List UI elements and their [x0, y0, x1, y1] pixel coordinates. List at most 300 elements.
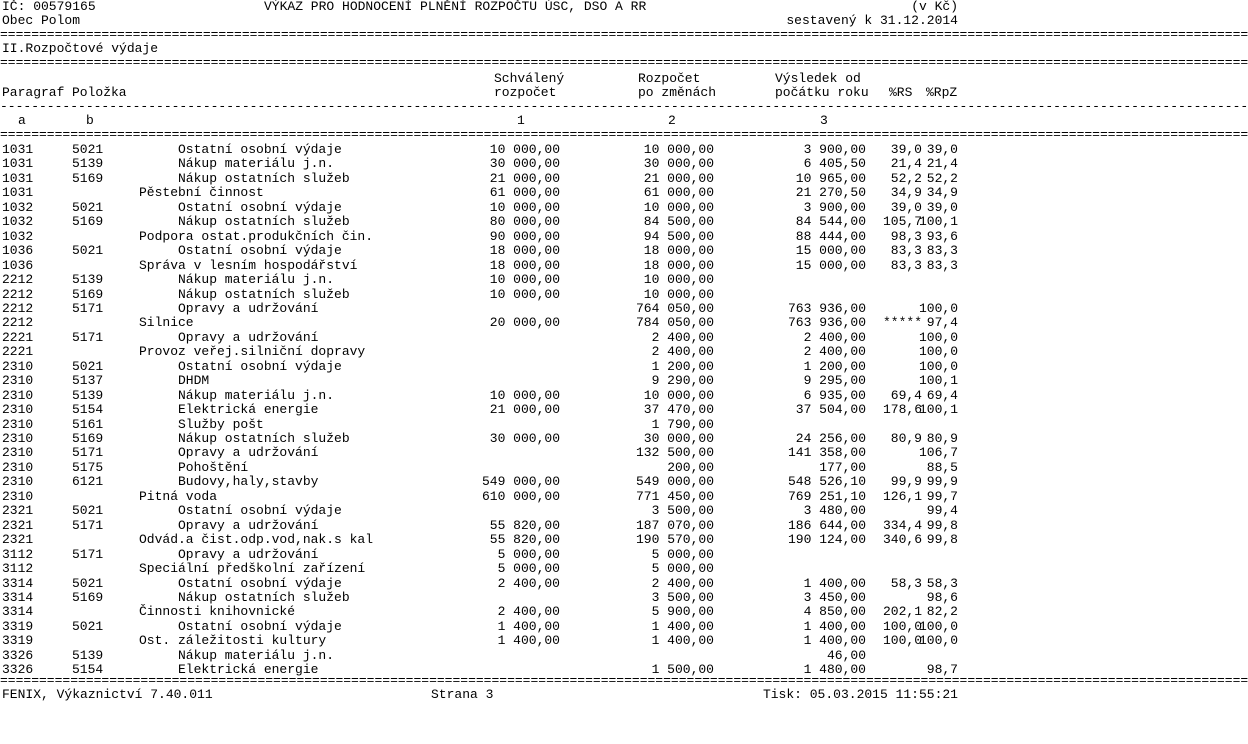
cell-rpz: 83,3 — [926, 243, 958, 258]
cell-sch: 549 000,00 — [481, 474, 560, 489]
cell-zm: 84 500,00 — [643, 214, 714, 229]
cell-par: 1032 — [2, 229, 34, 244]
cell-pol: 5169 — [72, 287, 104, 302]
cell-rs: 105,7 — [882, 214, 922, 229]
cell-pol: 5169 — [72, 214, 104, 229]
cell-zm: 1 790,00 — [651, 417, 714, 432]
cell-rs: 39,0 — [890, 200, 922, 215]
col-rpz: %RpZ — [926, 85, 958, 100]
separator-dash: ---------------------------------------------------------------------------------------------------------------------------------------------------------------- — [0, 99, 1248, 114]
cell-par: 2310 — [2, 489, 34, 504]
cell-par: 2310 — [2, 431, 34, 446]
cell-item-name: Nákup materiálu j.n. — [178, 648, 335, 663]
cell-par: 2321 — [2, 532, 34, 547]
cell-sch: 18 000,00 — [489, 258, 560, 273]
cell-zm: 3 500,00 — [651, 503, 714, 518]
cell-item-name: Ostatní osobní výdaje — [178, 243, 342, 258]
cell-zm: 3 500,00 — [651, 590, 714, 605]
table-row — [0, 374, 960, 388]
cell-item-name: Nákup ostatních služeb — [178, 171, 350, 186]
cell-rpz: 100,0 — [918, 633, 958, 648]
cell-par: 2212 — [2, 272, 34, 287]
cell-zm: 764 050,00 — [635, 301, 714, 316]
cell-par: 3112 — [2, 561, 34, 576]
cell-rs: 126,1 — [882, 489, 922, 504]
cell-zm: 549 000,00 — [635, 474, 714, 489]
cell-sch: 10 000,00 — [489, 142, 560, 157]
cell-vys: 88 444,00 — [795, 229, 866, 244]
cell-zm: 21 000,00 — [643, 171, 714, 186]
cell-zm: 5 000,00 — [651, 547, 714, 562]
cell-zm: 18 000,00 — [643, 243, 714, 258]
cell-rs: 80,9 — [890, 431, 922, 446]
cell-pol: 5139 — [72, 156, 104, 171]
cell-vys: 2 400,00 — [803, 330, 866, 345]
col-rs: %RS — [889, 85, 913, 100]
municipality: Obec Polom — [2, 13, 81, 28]
cell-sch: 10 000,00 — [489, 272, 560, 287]
cell-vys: 24 256,00 — [795, 431, 866, 446]
cell-rs: 202,1 — [882, 604, 922, 619]
cell-pol: 5154 — [72, 402, 104, 417]
cell-rpz: 99,4 — [926, 503, 958, 518]
cell-sch: 90 000,00 — [489, 229, 560, 244]
cell-par: 2310 — [2, 373, 34, 388]
table-row — [0, 403, 960, 417]
cell-pol: 5021 — [72, 243, 104, 258]
section-label: II.Rozpočtové výdaje — [2, 41, 159, 56]
col-rozpocet-top: Rozpočet — [638, 71, 701, 86]
cell-rs: 100,0 — [882, 619, 922, 634]
footer-software: FENIX, Výkaznictví 7.40.011 — [2, 687, 213, 702]
cell-rpz: 100,0 — [918, 344, 958, 359]
cell-sch: 1 400,00 — [497, 619, 560, 634]
cell-zm: 61 000,00 — [643, 185, 714, 200]
cell-vys: 3 480,00 — [803, 503, 866, 518]
cell-rpz: 100,0 — [918, 619, 958, 634]
table-row — [0, 273, 960, 287]
table-row — [0, 288, 960, 302]
cell-vys: 141 358,00 — [787, 445, 866, 460]
cell-par: 2321 — [2, 503, 34, 518]
cell-par: 2310 — [2, 359, 34, 374]
cell-sch: 1 400,00 — [497, 633, 560, 648]
cell-sch: 21 000,00 — [489, 171, 560, 186]
cell-vys: 6 935,00 — [803, 388, 866, 403]
table-row — [0, 432, 960, 446]
table-row — [0, 186, 960, 200]
cell-rs: 34,9 — [890, 185, 922, 200]
table-row — [0, 461, 960, 475]
cell-vys: 763 936,00 — [787, 315, 866, 330]
cell-vys: 763 936,00 — [787, 301, 866, 316]
cell-par: 3314 — [2, 576, 34, 591]
cell-pol: 5154 — [72, 662, 104, 677]
footer-page: Strana 3 — [431, 687, 494, 702]
table-row — [0, 331, 960, 345]
cell-pol: 5021 — [72, 142, 104, 157]
table-row — [0, 201, 960, 215]
cell-sch: 610 000,00 — [481, 489, 560, 504]
cell-rpz: 100,1 — [918, 402, 958, 417]
cell-zm: 1 400,00 — [651, 619, 714, 634]
cell-sch: 18 000,00 — [489, 243, 560, 258]
cell-vys: 9 295,00 — [803, 373, 866, 388]
cell-pol: 6121 — [72, 474, 104, 489]
cell-rs: 98,3 — [890, 229, 922, 244]
cell-rpz: 21,4 — [926, 156, 958, 171]
cell-vys: 3 900,00 — [803, 200, 866, 215]
cell-par: 2221 — [2, 344, 34, 359]
cell-par: 2310 — [2, 460, 34, 475]
cell-pol: 5139 — [72, 648, 104, 663]
cell-rs: 83,3 — [890, 243, 922, 258]
cell-pol: 5139 — [72, 272, 104, 287]
cell-zm: 10 000,00 — [643, 200, 714, 215]
table-row — [0, 302, 960, 316]
cell-par: 1032 — [2, 214, 34, 229]
cell-sch: 5 000,00 — [497, 561, 560, 576]
cell-zm: 30 000,00 — [643, 431, 714, 446]
table-row — [0, 533, 960, 547]
cell-par: 2212 — [2, 301, 34, 316]
ico: IČ: 00579165 — [2, 0, 96, 14]
cell-sch: 55 820,00 — [489, 518, 560, 533]
table-row — [0, 591, 960, 605]
cell-zm: 5 000,00 — [651, 561, 714, 576]
cell-item-name: Nákup materiálu j.n. — [178, 388, 335, 403]
cell-rpz: 52,2 — [926, 171, 958, 186]
cell-rs: 334,4 — [882, 518, 922, 533]
table-row — [0, 157, 960, 171]
cell-rs: ***** — [882, 315, 922, 330]
cell-par: 1031 — [2, 156, 34, 171]
cell-rs: 21,4 — [890, 156, 922, 171]
cell-item-name: Ostatní osobní výdaje — [178, 619, 342, 634]
table-row — [0, 143, 960, 157]
col-vysledek-bottom: počátku roku — [775, 85, 869, 100]
cell-vys: 46,00 — [826, 648, 866, 663]
cell-par: 2310 — [2, 402, 34, 417]
cell-vys: 15 000,00 — [795, 258, 866, 273]
cell-paragraph-subtotal-name: Provoz veřej.silniční dopravy — [139, 344, 366, 359]
cell-par: 2310 — [2, 445, 34, 460]
cell-item-name: Ostatní osobní výdaje — [178, 503, 342, 518]
cell-par: 1031 — [2, 142, 34, 157]
cell-rpz: 99,8 — [926, 532, 958, 547]
footer — [0, 688, 960, 702]
footer-printed: Tisk: 05.03.2015 11:55:21 — [762, 687, 958, 702]
cell-item-name: Služby pošt — [178, 417, 264, 432]
cell-sch: 55 820,00 — [489, 532, 560, 547]
cell-rpz: 88,5 — [926, 460, 958, 475]
cell-item-name: Nákup ostatních služeb — [178, 590, 350, 605]
cell-zm: 190 570,00 — [635, 532, 714, 547]
col-vysledek-top: Výsledek od — [775, 71, 861, 86]
cell-zm: 94 500,00 — [643, 229, 714, 244]
cell-rpz: 99,8 — [926, 518, 958, 533]
cell-rpz: 100,0 — [918, 330, 958, 345]
currency: (v Kč) — [911, 0, 958, 14]
cell-par: 1032 — [2, 200, 34, 215]
cell-item-name: Nákup ostatních služeb — [178, 287, 350, 302]
cell-pol: 5171 — [72, 330, 104, 345]
cell-paragraph-subtotal-name: Odvád.a čist.odp.vod,nak.s kal — [139, 532, 374, 547]
cell-vys: 4 850,00 — [803, 604, 866, 619]
cell-zm: 10 000,00 — [643, 272, 714, 287]
cell-rs: 52,2 — [890, 171, 922, 186]
cell-pol: 5171 — [72, 518, 104, 533]
cell-sch: 5 000,00 — [497, 547, 560, 562]
cell-paragraph-subtotal-name: Speciální předškolní zařízení — [139, 561, 366, 576]
cell-sch: 10 000,00 — [489, 388, 560, 403]
header-line-1 — [0, 0, 960, 14]
cell-zm: 1 200,00 — [651, 359, 714, 374]
cell-rpz: 83,3 — [926, 258, 958, 273]
cell-pol: 5171 — [72, 301, 104, 316]
cell-item-name: Ostatní osobní výdaje — [178, 142, 342, 157]
cell-item-name: Opravy a udržování — [178, 445, 319, 460]
separator-double: ================================================================================================================================================================ — [0, 27, 1248, 42]
col-rozpocet-bottom: po změnách — [638, 85, 717, 100]
cell-rs: 100,0 — [882, 633, 922, 648]
table-row — [0, 548, 960, 562]
cell-rpz: 34,9 — [926, 185, 958, 200]
table-row — [0, 389, 960, 403]
cell-zm: 784 050,00 — [635, 315, 714, 330]
cell-rpz: 99,7 — [926, 489, 958, 504]
table-row — [0, 172, 960, 186]
cell-vys: 37 504,00 — [795, 402, 866, 417]
cell-vys: 186 644,00 — [787, 518, 866, 533]
cell-rs: 83,3 — [890, 258, 922, 273]
cell-pol: 5171 — [72, 547, 104, 562]
cell-zm: 200,00 — [667, 460, 714, 475]
column-codes — [0, 114, 960, 128]
cell-paragraph-subtotal-name: Podpora ostat.produkčních čin. — [139, 229, 374, 244]
cell-pol: 5171 — [72, 445, 104, 460]
col-schvaleny-top: Schválený — [494, 71, 565, 86]
cell-rs: 99,9 — [890, 474, 922, 489]
cell-rpz: 106,7 — [918, 445, 958, 460]
separator-double: ================================================================================================================================================================ — [0, 673, 1248, 688]
cell-par: 2310 — [2, 388, 34, 403]
cell-par: 2321 — [2, 518, 34, 533]
cell-item-name: Opravy a udržování — [178, 330, 319, 345]
code-3: 3 — [820, 113, 828, 128]
cell-zm: 10 000,00 — [643, 388, 714, 403]
header-line-2 — [0, 14, 960, 28]
table-row — [0, 446, 960, 460]
table-row — [0, 230, 960, 244]
cell-zm: 2 400,00 — [651, 576, 714, 591]
table-row — [0, 634, 960, 648]
cell-sch: 10 000,00 — [489, 287, 560, 302]
table-row — [0, 418, 960, 432]
table-row — [0, 215, 960, 229]
cell-vys: 1 400,00 — [803, 633, 866, 648]
code-1: 1 — [517, 113, 525, 128]
cell-item-name: Elektrická energie — [178, 662, 319, 677]
cell-par: 3314 — [2, 590, 34, 605]
column-header-bottom — [0, 86, 960, 100]
cell-pol: 5021 — [72, 576, 104, 591]
cell-paragraph-subtotal-name: Správa v lesním hospodářství — [139, 258, 358, 273]
cell-pol: 5137 — [72, 373, 104, 388]
cell-item-name: Nákup materiálu j.n. — [178, 156, 335, 171]
compiled-date: sestavený k 31.12.2014 — [786, 13, 958, 28]
cell-sch: 2 400,00 — [497, 576, 560, 591]
cell-par: 2310 — [2, 474, 34, 489]
cell-sch: 30 000,00 — [489, 431, 560, 446]
cell-rs: 39,0 — [890, 142, 922, 157]
cell-sch: 20 000,00 — [489, 315, 560, 330]
cell-rpz: 100,1 — [918, 214, 958, 229]
cell-rpz: 98,7 — [926, 662, 958, 677]
cell-rs: 58,3 — [890, 576, 922, 591]
cell-vys: 190 124,00 — [787, 532, 866, 547]
cell-vys: 21 270,50 — [795, 185, 866, 200]
cell-rpz: 69,4 — [926, 388, 958, 403]
cell-paragraph-subtotal-name: Silnice — [139, 315, 194, 330]
cell-par: 3112 — [2, 547, 34, 562]
code-a: a — [18, 113, 26, 128]
table-row — [0, 504, 960, 518]
table-row — [0, 259, 960, 273]
cell-item-name: Opravy a udržování — [178, 518, 319, 533]
cell-par: 3326 — [2, 648, 34, 663]
col-schvaleny-bottom: rozpočet — [494, 85, 557, 100]
cell-rs: 69,4 — [890, 388, 922, 403]
cell-item-name: Nákup materiálu j.n. — [178, 272, 335, 287]
cell-vys: 1 400,00 — [803, 576, 866, 591]
separator-double: ================================================================================================================================================================ — [0, 55, 1248, 70]
column-header-top — [0, 72, 960, 86]
cell-sch: 2 400,00 — [497, 604, 560, 619]
code-b: b — [86, 113, 94, 128]
code-2: 2 — [668, 113, 676, 128]
cell-zm: 1 500,00 — [651, 662, 714, 677]
cell-vys: 769 251,10 — [787, 489, 866, 504]
cell-vys: 3 900,00 — [803, 142, 866, 157]
table-row — [0, 649, 960, 663]
cell-zm: 5 900,00 — [651, 604, 714, 619]
cell-sch: 30 000,00 — [489, 156, 560, 171]
table-row — [0, 519, 960, 533]
cell-vys: 15 000,00 — [795, 243, 866, 258]
cell-rpz: 80,9 — [926, 431, 958, 446]
cell-vys: 10 965,00 — [795, 171, 866, 186]
cell-item-name: Nákup ostatních služeb — [178, 431, 350, 446]
cell-sch: 61 000,00 — [489, 185, 560, 200]
table-row — [0, 244, 960, 258]
cell-pol: 5161 — [72, 417, 104, 432]
cell-pol: 5139 — [72, 388, 104, 403]
cell-paragraph-subtotal-name: Pěstební činnost — [139, 185, 264, 200]
cell-rpz: 100,1 — [918, 373, 958, 388]
cell-pol: 5021 — [72, 200, 104, 215]
table-row — [0, 605, 960, 619]
cell-zm: 37 470,00 — [643, 402, 714, 417]
cell-par: 2310 — [2, 417, 34, 432]
cell-item-name: Budovy,haly,stavby — [178, 474, 319, 489]
cell-item-name: Opravy a udržování — [178, 301, 319, 316]
cell-zm: 9 290,00 — [651, 373, 714, 388]
cell-paragraph-subtotal-name: Činnosti knihovnické — [139, 604, 296, 619]
cell-rs: 340,6 — [882, 532, 922, 547]
cell-sch: 21 000,00 — [489, 402, 560, 417]
cell-item-name: Opravy a udržování — [178, 547, 319, 562]
table-row — [0, 360, 960, 374]
cell-pol: 5169 — [72, 171, 104, 186]
cell-vys: 177,00 — [819, 460, 866, 475]
cell-zm: 2 400,00 — [651, 330, 714, 345]
cell-item-name: Nákup ostatních služeb — [178, 214, 350, 229]
cell-pol: 5175 — [72, 460, 104, 475]
cell-item-name: Elektrická energie — [178, 402, 319, 417]
cell-paragraph-subtotal-name: Pitná voda — [139, 489, 218, 504]
cell-item-name: Pohoštění — [178, 460, 249, 475]
cell-rpz: 93,6 — [926, 229, 958, 244]
cell-zm: 30 000,00 — [643, 156, 714, 171]
cell-rpz: 39,0 — [926, 200, 958, 215]
cell-par: 1036 — [2, 258, 34, 273]
cell-vys: 548 526,10 — [787, 474, 866, 489]
cell-item-name: DHDM — [178, 373, 210, 388]
cell-par: 2212 — [2, 315, 34, 330]
cell-vys: 1 200,00 — [803, 359, 866, 374]
cell-zm: 132 500,00 — [635, 445, 714, 460]
cell-par: 3319 — [2, 633, 34, 648]
cell-par: 3319 — [2, 619, 34, 634]
cell-rpz: 98,6 — [926, 590, 958, 605]
cell-rpz: 39,0 — [926, 142, 958, 157]
cell-rpz: 58,3 — [926, 576, 958, 591]
cell-par: 1031 — [2, 185, 34, 200]
cell-pol: 5169 — [72, 431, 104, 446]
cell-par: 3314 — [2, 604, 34, 619]
cell-zm: 187 070,00 — [635, 518, 714, 533]
table-row — [0, 345, 960, 359]
cell-zm: 18 000,00 — [643, 258, 714, 273]
separator-double: ================================================================================================================================================================ — [0, 127, 1248, 142]
cell-vys: 1 400,00 — [803, 619, 866, 634]
cell-zm: 2 400,00 — [651, 344, 714, 359]
col-paragraf: Paragraf — [2, 85, 65, 100]
cell-sch: 80 000,00 — [489, 214, 560, 229]
cell-zm: 10 000,00 — [643, 142, 714, 157]
table-row — [0, 577, 960, 591]
cell-pol: 5021 — [72, 619, 104, 634]
cell-par: 1036 — [2, 243, 34, 258]
cell-par: 1031 — [2, 171, 34, 186]
cell-pol: 5021 — [72, 503, 104, 518]
table-row — [0, 475, 960, 489]
cell-sch: 10 000,00 — [489, 200, 560, 215]
report-title: VÝKAZ PRO HODNOCENÍ PLNĚNÍ ROZPOČTU ÚSC, DSO A RR — [264, 0, 647, 14]
table-row — [0, 490, 960, 504]
cell-par: 2221 — [2, 330, 34, 345]
table-row — [0, 316, 960, 330]
cell-pol: 5021 — [72, 359, 104, 374]
cell-rpz: 100,0 — [918, 359, 958, 374]
cell-vys: 84 544,00 — [795, 214, 866, 229]
cell-par: 2212 — [2, 287, 34, 302]
cell-item-name: Ostatní osobní výdaje — [178, 576, 342, 591]
cell-zm: 10 000,00 — [643, 287, 714, 302]
table-row — [0, 562, 960, 576]
cell-item-name: Ostatní osobní výdaje — [178, 359, 342, 374]
